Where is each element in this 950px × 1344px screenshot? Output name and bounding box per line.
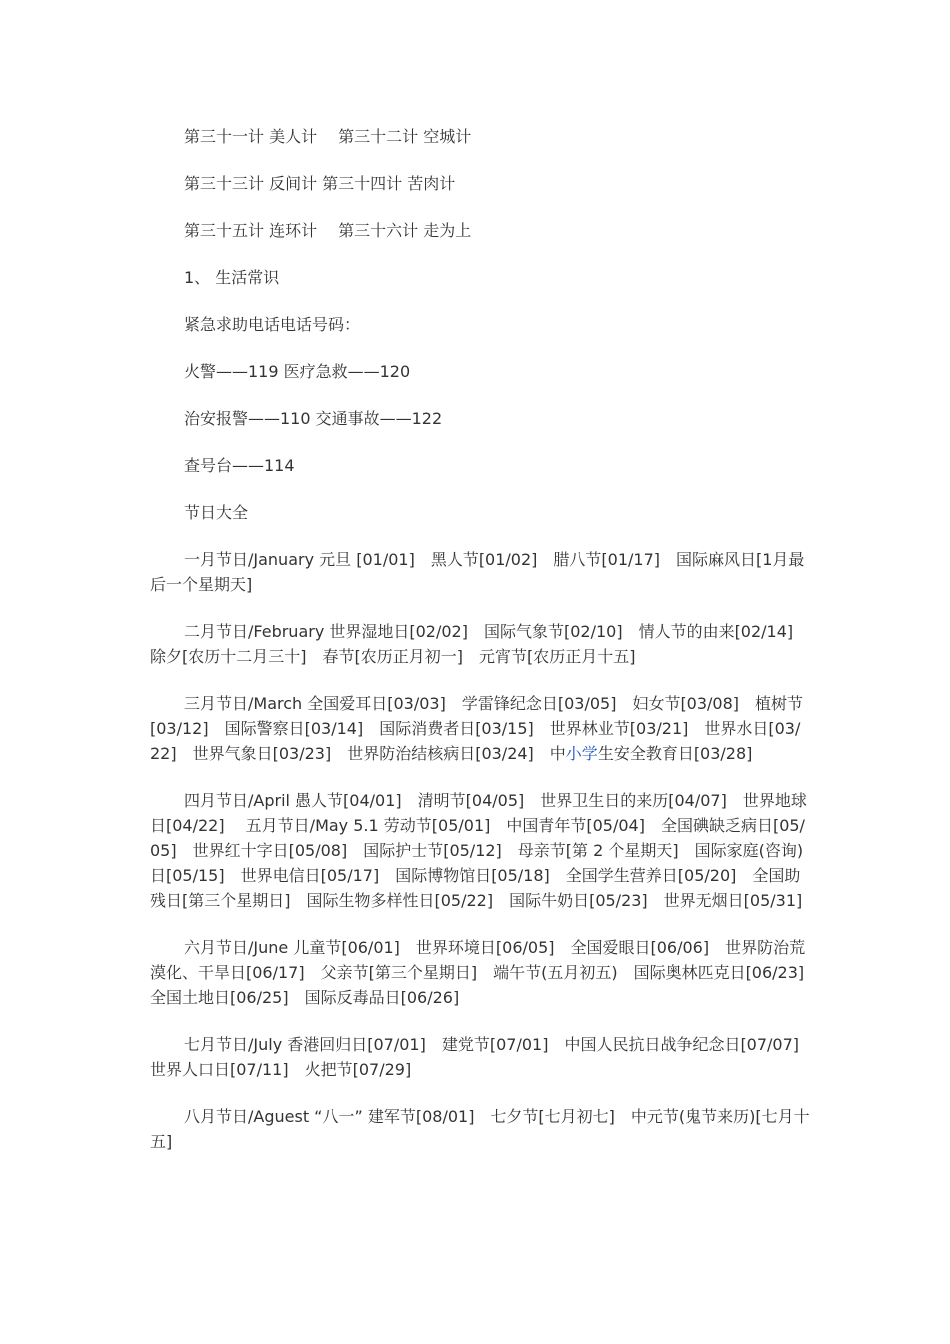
stratagem-line: 第三十五计 连环计 第三十六计 走为上 [184, 221, 472, 240]
month-paragraph-january: 一月节日/January 元旦 [01/01] 黑人节[01/02] 腊八节[01/17] 国际麻风日[1月最后一个星期天] [150, 550, 805, 594]
month-paragraph-july: 七月节日/July 香港回归日[07/01] 建党节[07/01] 中国人民抗日战争纪念日[07/07] 世界人口日[07/11] 火把节[07/29] [150, 1035, 816, 1079]
emergency-line: 治安报警——110 交通事故——122 [184, 409, 443, 428]
march-text: 三月节日/March 全国爱耳日[03/03] 学雷锋纪念日[03/05] 妇女节[03/08] 植树节[03/12] 国际警察日[03/14] 国际消费者日[03/15] 世界林业节[03/21] 世界水日[03/22] 世界气象日[03/23] 世界防治结核病日[03/24] 中 [150, 694, 804, 763]
month-paragraph-june: 六月节日/June 儿童节[06/01] 世界环境日[06/05] 全国爱眼日[06/06] 世界防治荒漠化、干旱日[06/17] 父亲节[第三个星期日] 端午节(五月初五) 国际奥林匹克日[06/23] 全国土地日[06/25] 国际反毒品日[06/26] [150, 938, 821, 1007]
primary-school-link[interactable]: 小学 [565, 744, 598, 763]
emergency-line: 查号台——114 [184, 456, 295, 475]
month-paragraph-march [150, 691, 810, 766]
stratagem-line: 第三十三计 反间计 第三十四计 苦肉计 [184, 174, 456, 193]
emergency-heading: 紧急求助电话电话号码： [184, 315, 361, 334]
stratagem-line: 第三十一计 美人计 第三十二计 空城计 [184, 127, 472, 146]
month-paragraph-february: 二月节日/February 世界湿地日[02/02] 国际气象节[02/10] 情人节的由来[02/14] 除夕[农历十二月三十] 春节[农历正月初一] 元宵节[农历正月十五] [150, 622, 810, 666]
holidays-heading: 节日大全 [184, 503, 249, 522]
document-page [150, 124, 821, 1176]
month-paragraph-august: 八月节日/Aguest “八一” 建军节[08/01] 七夕节[七月初七] 中元节(鬼节来历)[七月十五] [150, 1107, 810, 1151]
emergency-line: 火警——119 医疗急救——120 [184, 362, 411, 381]
month-paragraph-april-may: 四月节日/April 愚人节[04/01] 清明节[04/05] 世界卫生日的来历[04/07] 世界地球日[04/22] 五月节日/May 5.1 劳动节[05/01] 中国青年节[05/04] 全国碘缺乏病日[05/05] 世界红十字日[05/08] 国际护士节[05/12] 母亲节[第 2 个星期天] 国际家庭(咨询)日[05/15] 世界电信日[05/17] 国际博物馆日[05/18] 全国学生营养日[05/20] 全国助残日[第三个星期日] 国际生物多样性日[05/22] 国际牛奶日[05/23] 世界无烟日[05/31] [150, 791, 807, 910]
section-title: 1、 生活常识 [184, 268, 280, 287]
march-text-rest: 生安全教育日[03/28] [597, 744, 753, 763]
